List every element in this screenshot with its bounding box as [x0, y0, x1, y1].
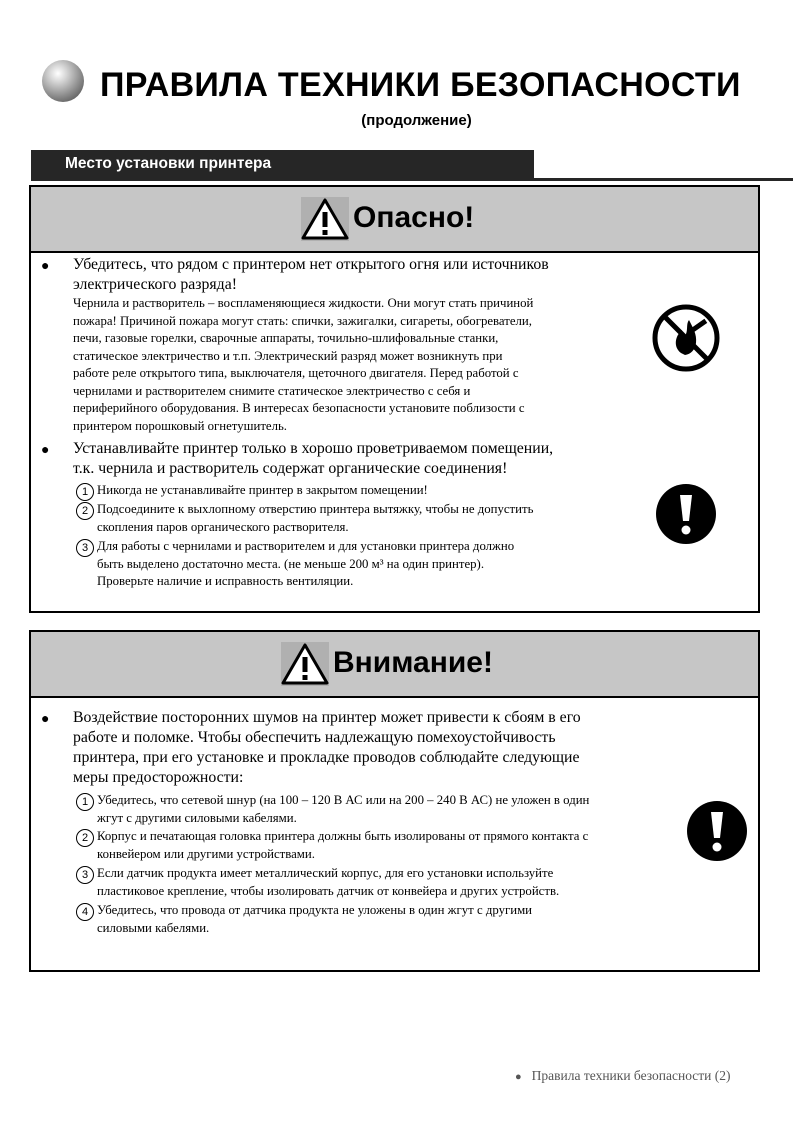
danger-box	[29, 185, 760, 613]
caution-heading: Внимание!	[333, 646, 493, 679]
danger-heading-bar	[31, 187, 758, 253]
footer-bullet: ●	[515, 1071, 522, 1083]
danger-item1-body: Чернила и растворитель – воспламеняющиеся жидкости. Они могут стать причиной пожара! Причиной пожара могут стать: спички, зажигалки, сигареты, обогреватели, печи, газовые горелки, сварочные аппараты, точильно-шлифовальные станки, статическое электричество и т.п. Электрический разряд может возникнуть при работе реле открытого типа, выключателя, щеточного двигателя. Перед работой с чернилами и растворителем снимите статическое электричество с себя и периферийного оборудования. В интересах безопасности установите поблизости с принтером порошковый огнетушитель.	[73, 296, 534, 433]
danger-point-1: Никогда не устанавливайте принтер в закрытом помещении!	[97, 483, 428, 497]
point-number: 1	[76, 793, 94, 811]
danger-point-2: Подсоедините к выхлопному отверстию принтера вытяжку, чтобы не допустить скопления паров органического растворителя.	[97, 502, 534, 534]
point-number: 2	[76, 829, 94, 847]
warning-triangle-icon	[281, 642, 329, 686]
section-title: Место установки принтера	[65, 155, 272, 172]
danger-item1-lead: Убедитесь, что рядом с принтером нет открытого огня или источников электрического разряда!	[73, 256, 549, 293]
page-title: ПРАВИЛА ТЕХНИКИ БЕЗОПАСНОСТИ	[100, 66, 741, 104]
no-open-flame-icon	[651, 303, 721, 373]
danger-point-3: Для работы с чернилами и растворителем и для установки принтера должно быть выделено достаточно места. (не меньше 200 м³ на один принтер). Проверьте наличие и исправность вентиляции.	[97, 539, 515, 588]
page-footer	[515, 1068, 731, 1084]
point-number: 1	[76, 483, 94, 501]
page-subtitle: (продолжение)	[361, 112, 472, 129]
decorative-sphere-icon	[42, 60, 84, 102]
mandatory-exclamation-icon	[655, 483, 717, 545]
danger-heading: Опасно!	[353, 201, 475, 234]
point-number: 2	[76, 502, 94, 520]
bullet: ●	[41, 259, 50, 274]
footer-text: Правила техники безопасности (2)	[531, 1068, 731, 1083]
section-divider	[31, 178, 793, 181]
warning-triangle-icon	[301, 197, 349, 241]
mandatory-exclamation-icon	[686, 800, 748, 862]
point-number: 3	[76, 866, 94, 884]
bullet: ●	[41, 443, 50, 458]
bullet: ●	[41, 712, 50, 727]
section-bar	[31, 150, 534, 178]
caution-point-3: Если датчик продукта имеет металлический корпус, для его установки используйте пластиковое крепление, чтобы изолировать датчик от конвейера и других устройств.	[97, 866, 560, 898]
caution-point-4: Убедитесь, что провода от датчика продукта не уложены в один жгут с другими силовыми кабелями.	[97, 903, 533, 935]
caution-point-2: Корпус и печатающая головка принтера должны быть изолированы от прямого контакта с конвейером или другими устройствами.	[97, 829, 589, 861]
caution-heading-bar	[31, 632, 758, 698]
point-number: 3	[76, 539, 94, 557]
caution-item1-lead: Воздействие посторонних шумов на принтер может привести к сбоям в его работе и поломке. Чтобы обеспечить надлежащую помехоустойчивость принтера, при его установке и прокладке проводов соблюдайте следующие меры предосторожности:	[73, 709, 581, 786]
caution-point-1: Убедитесь, что сетевой шнур (на 100 – 120 В АС или на 200 – 240 В АС) не уложен в один жгут с другими силовыми кабелями.	[97, 793, 590, 825]
point-number: 4	[76, 903, 94, 921]
danger-item2-lead: Устанавливайте принтер только в хорошо проветриваемом помещении, т.к. чернила и растворитель содержат органические соединения!	[73, 440, 554, 477]
caution-box	[29, 630, 760, 972]
